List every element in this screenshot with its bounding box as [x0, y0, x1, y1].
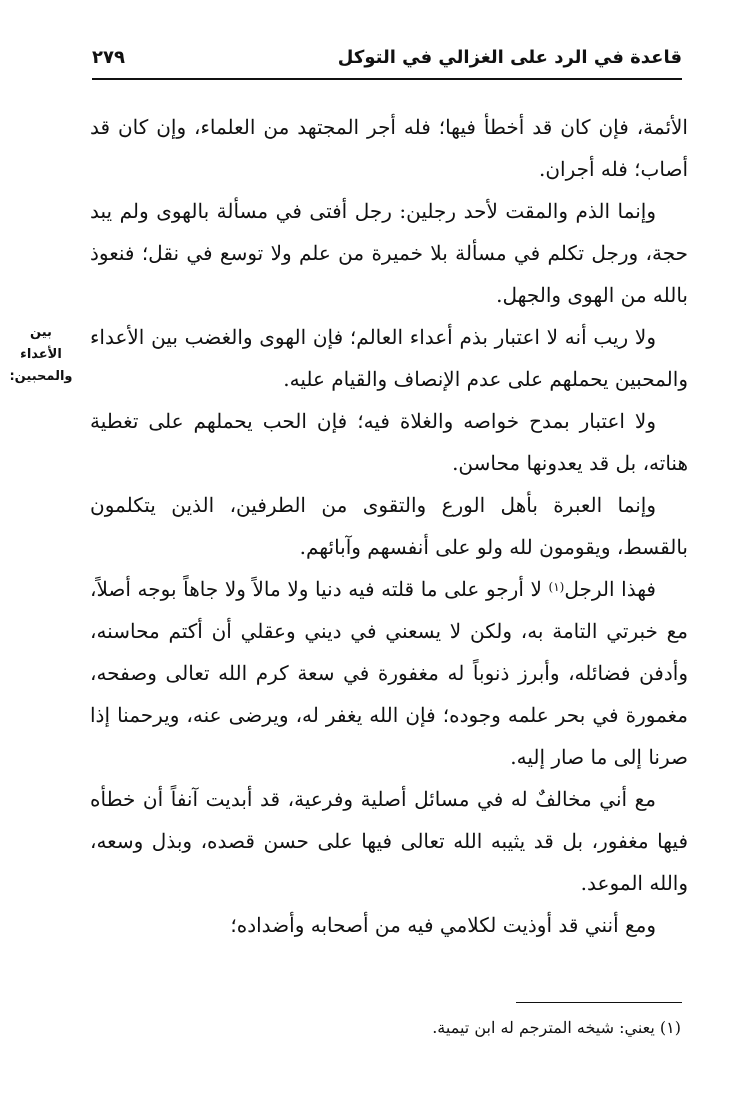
paragraph — [90, 568, 688, 778]
paragraph: ومع أنني قد أوذيت لكلامي فيه من أصحابه وأضداده؛ — [230, 913, 656, 937]
body-text — [90, 106, 688, 946]
margin-note-line: والمحبين: — [9, 369, 73, 384]
margin-note-line: بين — [30, 325, 52, 340]
footnote: (١) يعني: شيخه المترجم له ابن تيمية. — [432, 1018, 681, 1037]
page-number: ٢٧٩ — [92, 47, 125, 68]
paragraph-text: فهذا الرجل — [564, 577, 656, 601]
running-title: قاعدة في الرد على الغزالي في التوكل — [337, 47, 682, 68]
paragraph: ولا ريب أنه لا اعتبار بذم أعداء العالم؛ فإن الهوى والغضب بين الأعداء والمحبين يحملهم على عدم الإنصاف والقيام عليه. — [90, 325, 688, 391]
footnote-separator — [516, 1002, 682, 1003]
paragraph: وإنما الذم والمقت لأحد رجلين: رجل أفتى في مسألة بالهوى ولم يبد حجة، ورجل تكلم في مسألة بلا خميرة من علم ولا توسع في نقل؛ فنعوذ بالله من الهوى والجهل. — [90, 199, 688, 307]
paragraph: ولا اعتبار بمدح خواصه والغلاة فيه؛ فإن الحب يحملهم على تغطية هناته، بل قد يعدونها محاسن. — [90, 409, 688, 475]
paragraph-text: لا أرجو على ما قلته فيه دنيا ولا مالاً ولا جاهاً بوجه أصلاً، مع خبرتي التامة به، ولكن لا يسعني في ديني وعقلي أن أكتم محاسنه، وأدفن فضائله، وأبرز ذنوباً له مغفورة في سعة كرم الله تعالى وصفحه، مغمورة في بحر علمه وجوده؛ فإن الله يغفر له، ويرضى عنه، ويرحمنا إذا صرنا إلى ما صار إليه. — [90, 577, 688, 769]
margin-note — [4, 322, 78, 388]
paragraph: وإنما العبرة بأهل الورع والتقوى من الطرفين، الذين يتكلمون بالقسط، ويقومون لله ولو على أنفسهم وآبائهم. — [90, 493, 688, 559]
margin-note-line: الأعداء — [20, 347, 62, 362]
footnote-marker: (١) — [548, 580, 565, 594]
paragraph: الأئمة، فإن كان قد أخطأ فيها؛ فله أجر المجتهد من العلماء، وإن كان قد أصاب؛ فله أجران. — [90, 115, 688, 181]
page-header — [92, 40, 682, 80]
paragraph: مع أني مخالفٌ له في مسائل أصلية وفرعية، قد أبديت آنفاً أن خطأه فيها مغفور، بل قد يثيبه الله تعالى فيها على حسن قصده، وبذل وسعه، والله الموعد. — [90, 787, 688, 895]
